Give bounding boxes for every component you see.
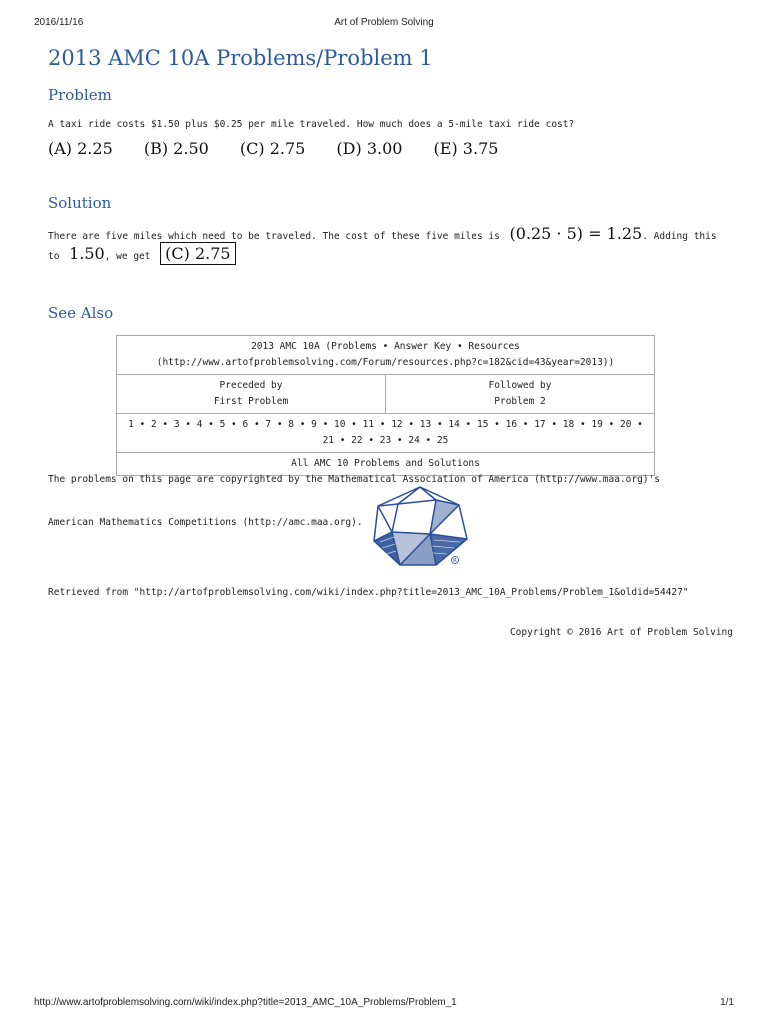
solution-text-4: , we get xyxy=(104,251,151,262)
print-site-title: Art of Problem Solving xyxy=(334,17,434,28)
preceded-by-link[interactable]: First Problem xyxy=(213,396,289,407)
problem-links-line-2[interactable]: 21 • 22 • 23 • 24 • 25 xyxy=(322,435,449,446)
maa-copyright-line-2: American Mathematics Competitions (http://amc.maa.org). xyxy=(48,517,363,528)
choice-e: (E) 3.75 xyxy=(433,139,499,158)
contest-title-cell[interactable] xyxy=(117,336,655,375)
contest-title-line-1[interactable]: 2013 AMC 10A (Problems • Answer Key • Resources xyxy=(251,341,520,352)
contest-title-line-2[interactable]: (http://www.artofproblemsolving.com/Forum/resources.php?c=182&cid=43&year=2013)) xyxy=(156,357,615,368)
solution-text-2: . Adding this xyxy=(642,231,717,242)
answer-choices xyxy=(48,139,524,158)
choice-d: (D) 3.00 xyxy=(336,139,403,158)
see-also-heading: See Also xyxy=(48,304,114,322)
all-problems-link[interactable]: All AMC 10 Problems and Solutions xyxy=(117,453,655,476)
choice-a: (A) 2.25 xyxy=(48,139,113,158)
print-footer-url: http://www.artofproblemsolving.com/wiki/index.php?title=2013_AMC_10A_Problems/Problem_1 xyxy=(34,997,457,1008)
followed-by-label: Followed by xyxy=(488,380,552,391)
solution-text-1: There are five miles which need to be traveled. The cost of these five miles is xyxy=(48,231,500,242)
followed-by-cell xyxy=(386,375,655,414)
maa-icosahedron-logo xyxy=(370,484,470,568)
solution-line-1 xyxy=(48,224,717,243)
retrieved-from-link[interactable]: Retrieved from "http://artofproblemsolving.com/wiki/index.php?title=2013_AMC_10A_Problems/Problem_1&oldid=54427" xyxy=(48,587,689,598)
maa-copyright-line-1: The problems on this page are copyrighted by the Mathematical Association of America (http://www.maa.org)'s xyxy=(48,474,660,485)
site-copyright: Copyright © 2016 Art of Problem Solving xyxy=(509,627,733,638)
followed-by-link[interactable]: Problem 2 xyxy=(494,396,546,407)
solution-math-1: (0.25 · 5) = 1.25 xyxy=(509,224,643,243)
solution-heading: Solution xyxy=(48,194,112,212)
problem-links-line-1[interactable]: 1 • 2 • 3 • 4 • 5 • 6 • 7 • 8 • 9 • 10 • 11 • 12 • 13 • 14 • 15 • 16 • 17 • 18 • 19 • 20 • xyxy=(128,419,643,430)
solution-text-3: to xyxy=(48,251,60,262)
page-title: 2013 AMC 10A Problems/Problem 1 xyxy=(48,46,433,70)
print-page-number: 1/1 xyxy=(720,997,734,1008)
problem-links-cell xyxy=(117,414,655,453)
solution-line-2 xyxy=(48,244,236,263)
svg-text:R: R xyxy=(453,558,457,564)
problem-heading: Problem xyxy=(48,86,112,104)
choice-b: (B) 2.50 xyxy=(143,139,209,158)
navigation-table xyxy=(116,335,655,476)
boxed-answer: (C) 2.75 xyxy=(160,242,235,265)
choice-c: (C) 2.75 xyxy=(239,139,306,158)
solution-math-2: 1.50 xyxy=(69,244,105,263)
preceded-by-cell xyxy=(117,375,386,414)
preceded-by-label: Preceded by xyxy=(219,380,283,391)
print-date: 2016/11/16 xyxy=(34,17,84,28)
problem-text: A taxi ride costs $1.50 plus $0.25 per mile traveled. How much does a 5-mile taxi ride cost? xyxy=(48,119,575,130)
